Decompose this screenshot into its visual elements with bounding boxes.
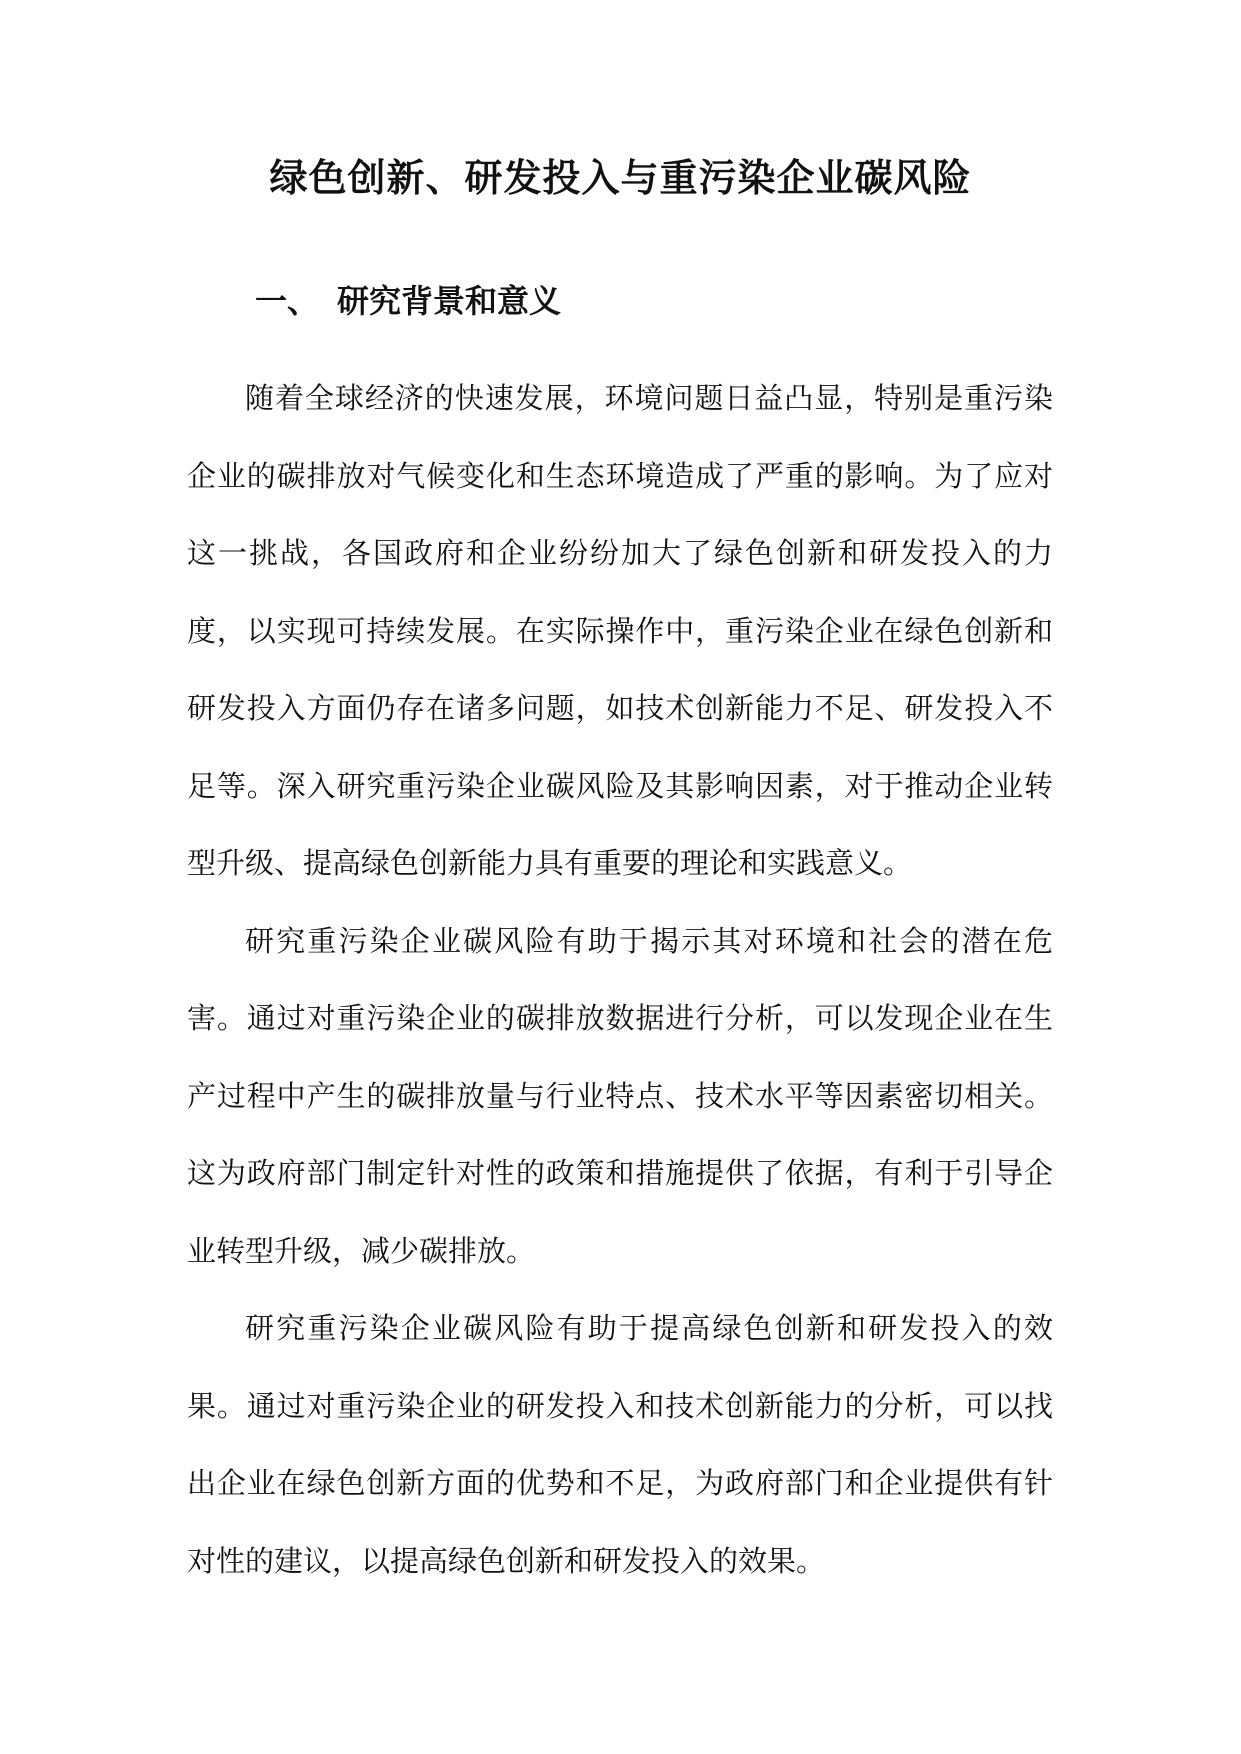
paragraph-1: 随着全球经济的快速发展，环境问题日益凸显，特别是重污染企业的碳排放对气候变化和生态环境造成了严重的影响。为了应对这一挑战，各国政府和企业纷纷加大了绿色创新和研发投入的力度，以实现可持续发展。在实际操作中，重污染企业在绿色创新和研发投入方面仍存在诸多问题，如技术创新能力不足、研发投入不足等。深入研究重污染企业碳风险及其影响因素，对于推动企业转型升级、提高绿色创新能力具有重要的理论和实践意义。 — [187, 381, 1053, 880]
paragraph-2: 研究重污染企业碳风险有助于揭示其对环境和社会的潜在危害。通过对重污染企业的碳排放数据进行分析，可以发现企业在生产过程中产生的碳排放量与行业特点、技术水平等因素密切相关。这为政府部门制定针对性的政策和措施提供了依据，有利于引导企业转型升级，减少碳排放。 — [187, 923, 1053, 1268]
body-text — [187, 360, 1053, 1600]
section-title: 研究背景和意义 — [337, 282, 562, 320]
document-title: 绿色创新、研发投入与重污染企业碳风险 — [269, 155, 972, 200]
section-number: 一、 — [255, 282, 320, 320]
section-heading — [255, 276, 561, 326]
paragraph-3: 研究重污染企业碳风险有助于提高绿色创新和研发投入的效果。通过对重污染企业的研发投入和技术创新能力的分析，可以找出企业在绿色创新方面的优势和不足，为政府部门和企业提供有针对性的建议，以提高绿色创新和研发投入的效果。 — [187, 1311, 1053, 1578]
